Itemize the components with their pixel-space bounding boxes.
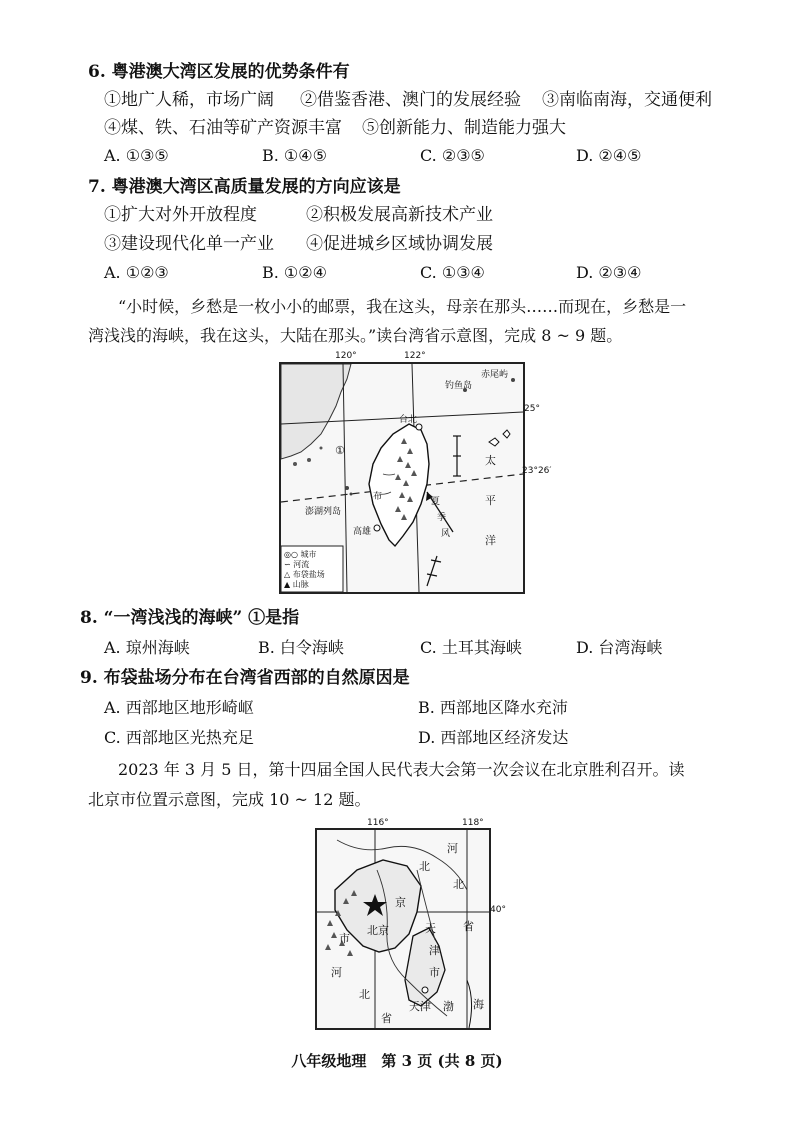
beijing-map: [315, 828, 491, 1030]
wind-label-2: 季: [437, 513, 447, 523]
q9-stem: 9. 布袋盐场分布在台湾省西部的自然原因是: [80, 668, 410, 688]
coast-islet: [307, 458, 311, 462]
q7-item-4: ④促进城乡区域协调发展: [306, 234, 493, 254]
east-islet: [489, 438, 499, 446]
tianjin-shi-label: 市: [429, 966, 440, 979]
q7-option-a[interactable]: A. ①②③: [104, 263, 169, 282]
taiwan-lon-122-label: 122°: [404, 351, 426, 361]
chiwei-label: 赤尾屿: [481, 370, 509, 380]
taiwan-map: [279, 362, 525, 594]
beijing-label: 北京: [367, 924, 389, 937]
taipei-label: 台北: [399, 415, 418, 425]
tianjin-city-icon: [422, 987, 428, 993]
intro-paragraph-2-line-2: 北京市位置示意图，完成 10 ~ 12 题。: [88, 790, 371, 809]
penghu-islet: [345, 486, 349, 490]
trench-markers: [427, 436, 461, 586]
beijing-lon-118-label: 118°: [462, 818, 484, 828]
intro-paragraph-2-line-1: 2023 年 3 月 5 日，第十四届全国人民代表大会第一次会议在北京胜利召开。读: [118, 760, 685, 779]
q6-stem: 6. 粤港澳大湾区发展的优势条件有: [88, 62, 350, 82]
q9-option-c[interactable]: C. 西部地区光热充足: [104, 728, 254, 747]
hebei-west-label-1: 河: [331, 966, 342, 979]
q6-item-3: ③南临南海，交通便利: [542, 90, 712, 110]
bohai-label-1: 渤: [443, 1000, 454, 1013]
hebei-north-label-3: 省: [463, 920, 474, 933]
q8-option-d[interactable]: D. 台湾海峡: [576, 638, 663, 657]
q9-option-d[interactable]: D. 西部地区经济发达: [418, 728, 569, 747]
q6-item-2: ②借鉴香港、澳门的发展经验: [300, 90, 521, 110]
q7-option-b[interactable]: B. ①②④: [262, 263, 327, 282]
tianjin-label: 天津: [409, 1000, 431, 1013]
q8-option-a[interactable]: A. 琼州海峡: [104, 638, 190, 657]
beijing-jing-label: 京: [395, 896, 406, 909]
east-islet: [503, 430, 510, 438]
beijing-lon-116-label: 116°: [367, 818, 389, 828]
q6-item-5: ⑤创新能力、制造能力强大: [362, 118, 566, 138]
intro-paragraph-1-line-2: 湾浅浅的海峡，我在这头，大陆在那头。”读台湾省示意图，完成 8 ~ 9 题。: [88, 326, 623, 345]
chiwei-islet: [511, 378, 515, 382]
wind-label-1: 夏: [431, 497, 441, 507]
budai-label: 布: [373, 492, 383, 502]
lon-120-line: [343, 364, 347, 592]
tianjin-tian-label: 天: [425, 922, 436, 935]
taiwan-lon-120-label: 120°: [335, 351, 357, 361]
q9-option-b[interactable]: B. 西部地区降水充沛: [418, 698, 568, 717]
intro-paragraph-1-line-1: “小时候，乡愁是一枚小小的邮票，我在这头，母亲在那头……而现在，乡愁是一: [118, 297, 687, 316]
q6-option-c[interactable]: C. ②③⑤: [420, 146, 485, 165]
gaoxiong-label: 高雄: [353, 527, 372, 537]
q9-option-a[interactable]: A. 西部地区地形崎岖: [104, 698, 254, 717]
taiwan-lat-25-label: 25°: [524, 404, 540, 414]
coast-islet: [320, 447, 323, 450]
pacific-label-3: 洋: [485, 534, 496, 547]
pacific-label-1: 太: [485, 454, 496, 467]
q7-stem: 7. 粤港澳大湾区高质量发展的方向应该是: [88, 177, 401, 197]
taiwan-lat-2326-label: 23°26′: [522, 466, 552, 476]
coastline: [467, 980, 472, 1028]
hebei-north-label-2: 北: [453, 878, 464, 891]
q6-option-d[interactable]: D. ②④⑤: [576, 146, 642, 165]
diaoyu-label: 钓鱼岛: [445, 381, 473, 391]
q6-item-4: ④煤、铁、石油等矿产资源丰富: [104, 118, 342, 138]
gaoxiong-city-icon: [374, 525, 380, 531]
legend-mountain: ▲ 山脉: [284, 580, 309, 589]
q6-item-1: ①地广人稀，市场广阔: [104, 90, 274, 110]
q7-option-d[interactable]: D. ②③④: [576, 263, 642, 282]
bohai-label-2: 海: [473, 998, 484, 1011]
legend-river: ∽ 河流: [284, 560, 310, 569]
hebei-sheng-label: 省: [381, 1012, 392, 1025]
q8-option-b[interactable]: B. 白令海峡: [258, 638, 344, 657]
q6-option-a[interactable]: A. ①③⑤: [104, 146, 169, 165]
strait-marker-label: ①: [335, 444, 345, 457]
taiwan-map-drawing: [281, 364, 523, 592]
hebei-northeast-label: 北: [419, 860, 430, 873]
beijing-map-drawing: [317, 830, 489, 1028]
q7-item-1: ①扩大对外开放程度: [104, 205, 257, 225]
q7-item-3: ③建设现代化单一产业: [104, 234, 274, 254]
q7-item-2: ②积极发展高新技术产业: [306, 205, 493, 225]
legend-city: ◎○ 城市: [284, 550, 317, 559]
hebei-north-label-1: 河: [447, 842, 458, 855]
pacific-label-2: 平: [485, 494, 496, 507]
q8-stem: 8. “一湾浅浅的海峡” ①是指: [80, 608, 300, 628]
q6-option-b[interactable]: B. ①④⑤: [262, 146, 327, 165]
q7-option-c[interactable]: C. ①③④: [420, 263, 485, 282]
penghu-islet: [350, 493, 353, 496]
wind-label-3: 风: [441, 529, 451, 539]
legend-saltfield: △ 布袋盐场: [284, 570, 325, 579]
penghu-label: 澎湖列岛: [305, 507, 342, 517]
beijing-lat-40-label: 40°: [490, 905, 506, 915]
coast-islet: [293, 462, 297, 466]
hebei-west-label-2: 北: [359, 988, 370, 1001]
beijing-shi-label: 市: [339, 932, 350, 945]
tianjin-jin-label: 津: [429, 944, 440, 957]
q8-option-c[interactable]: C. 土耳其海峡: [420, 638, 522, 657]
page-footer: 八年级地理 第 3 页 (共 8 页): [291, 1052, 503, 1070]
